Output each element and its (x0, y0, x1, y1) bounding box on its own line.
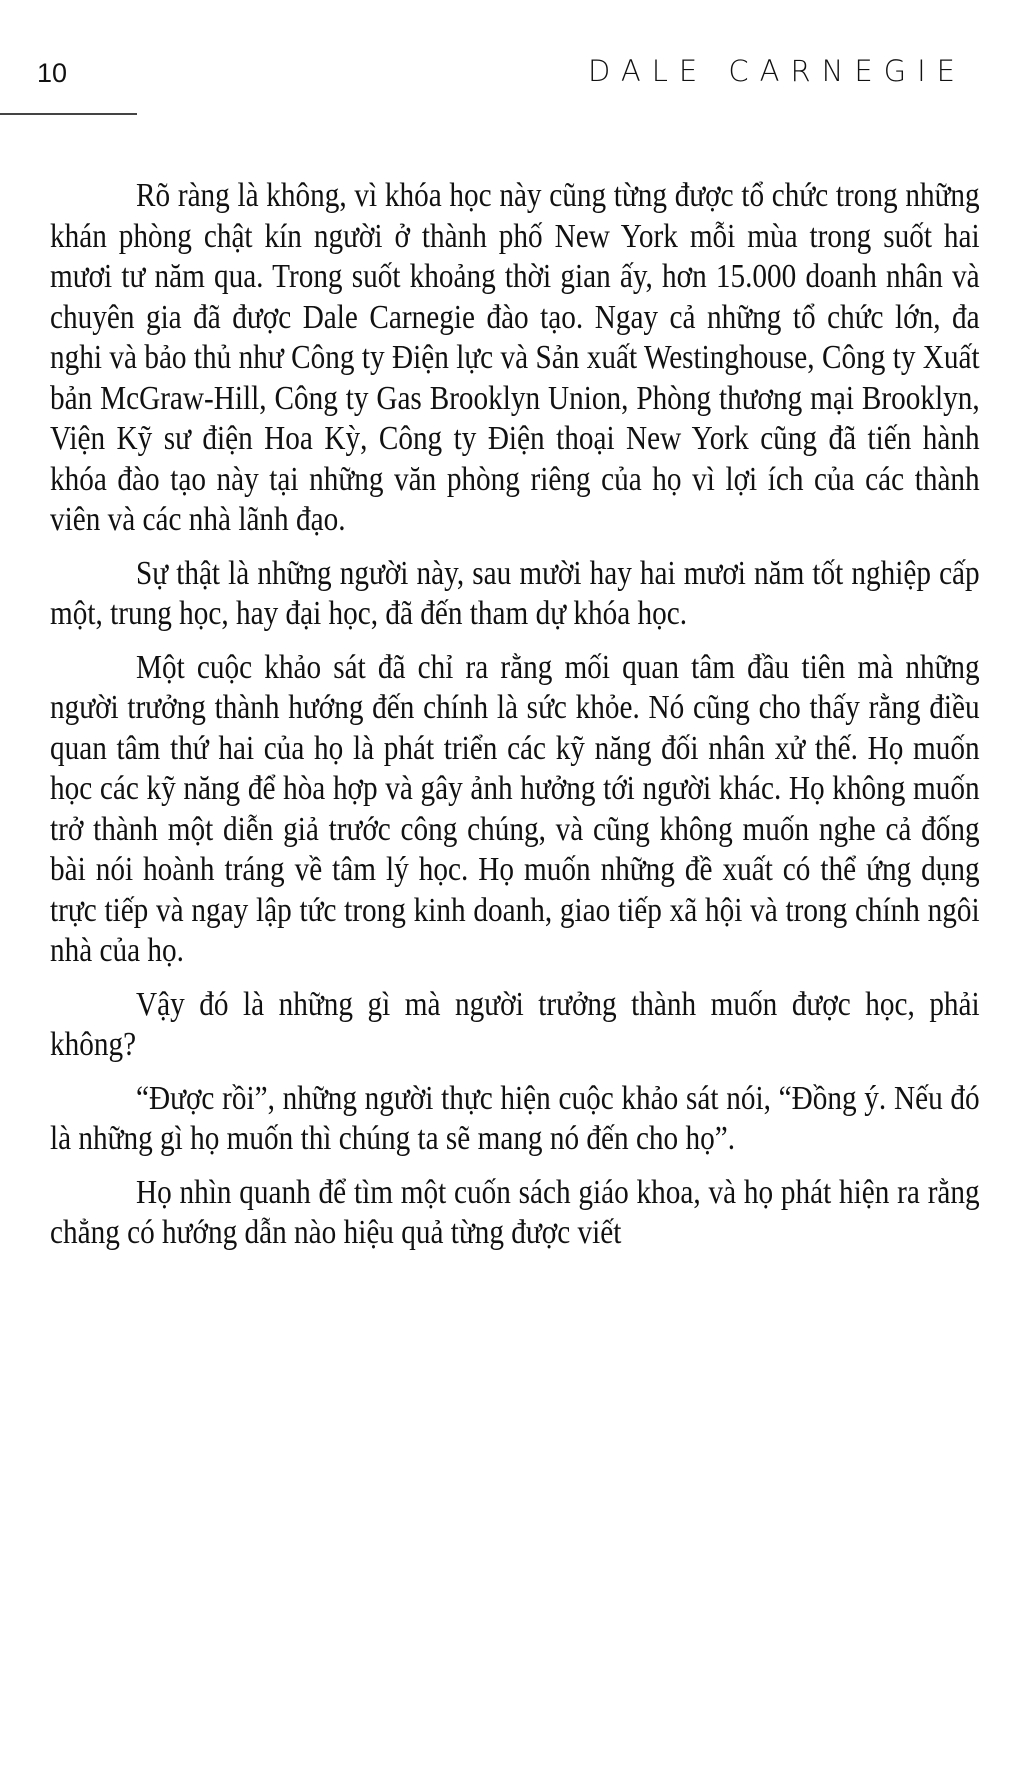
body-text (50, 176, 980, 1267)
paragraph: Họ nhìn quanh để tìm một cuốn sách giáo khoa, và họ phát hiện ra rằng chẳng có hướng dẫn nào hiệu quả từng được viết (50, 1173, 980, 1251)
header-rule-divider (0, 113, 137, 115)
page-number: 10 (37, 58, 68, 88)
paragraph: Một cuộc khảo sát đã chỉ ra rằng mối quan tâm đầu tiên mà những người trưởng thành hướng đến chính là sức khỏe. Nó cũng cho thấy rằng điều quan tâm thứ hai của họ là phát triển các kỹ năng đối nhân xử thế. Họ muốn học các kỹ năng để hòa hợp và gây ảnh hưởng tới người khác. Họ không muốn trở thành một diễn giả trước công chúng, và cũng không muốn nghe cả đống bài nói hoành tráng về tâm lý học. Họ muốn những đề xuất có thể ứng dụng trực tiếp và ngay lập tức trong kinh doanh, giao tiếp xã hội và trong chính ngôi nhà của họ. (50, 648, 980, 969)
paragraph: Vậy đó là những gì mà người trưởng thành muốn được học, phải không? (50, 985, 980, 1063)
paragraph: Sự thật là những người này, sau mười hay hai mươi năm tốt nghiệp cấp một, trung học, hay đại học, đã đến tham dự khóa học. (50, 554, 980, 632)
running-header-author: DALE CARNEGIE (588, 54, 966, 88)
paragraph: “Được rồi”, những người thực hiện cuộc khảo sát nói, “Đồng ý. Nếu đó là những gì họ muốn thì chúng ta sẽ mang nó đến cho họ”. (50, 1079, 980, 1157)
paragraph: Rõ ràng là không, vì khóa học này cũng từng được tổ chức trong những khán phòng chật kín người ở thành phố New York mỗi mùa trong suốt hai mươi tư năm qua. Trong suốt khoảng thời gian ấy, hơn 15.000 doanh nhân và chuyên gia đã được Dale Carnegie đào tạo. Ngay cả những tổ chức lớn, đa nghi và bảo thủ như Công ty Điện lực và Sản xuất Westinghouse, Công ty Xuất bản McGraw-Hill, Công ty Gas Brooklyn Union, Phòng thương mại Brooklyn, Viện Kỹ sư điện Hoa Kỳ, Công ty Điện thoại New York cũng đã tiến hành khóa đào tạo này tại những văn phòng riêng của họ vì lợi ích của các thành viên và các nhà lãnh đạo. (50, 177, 980, 538)
